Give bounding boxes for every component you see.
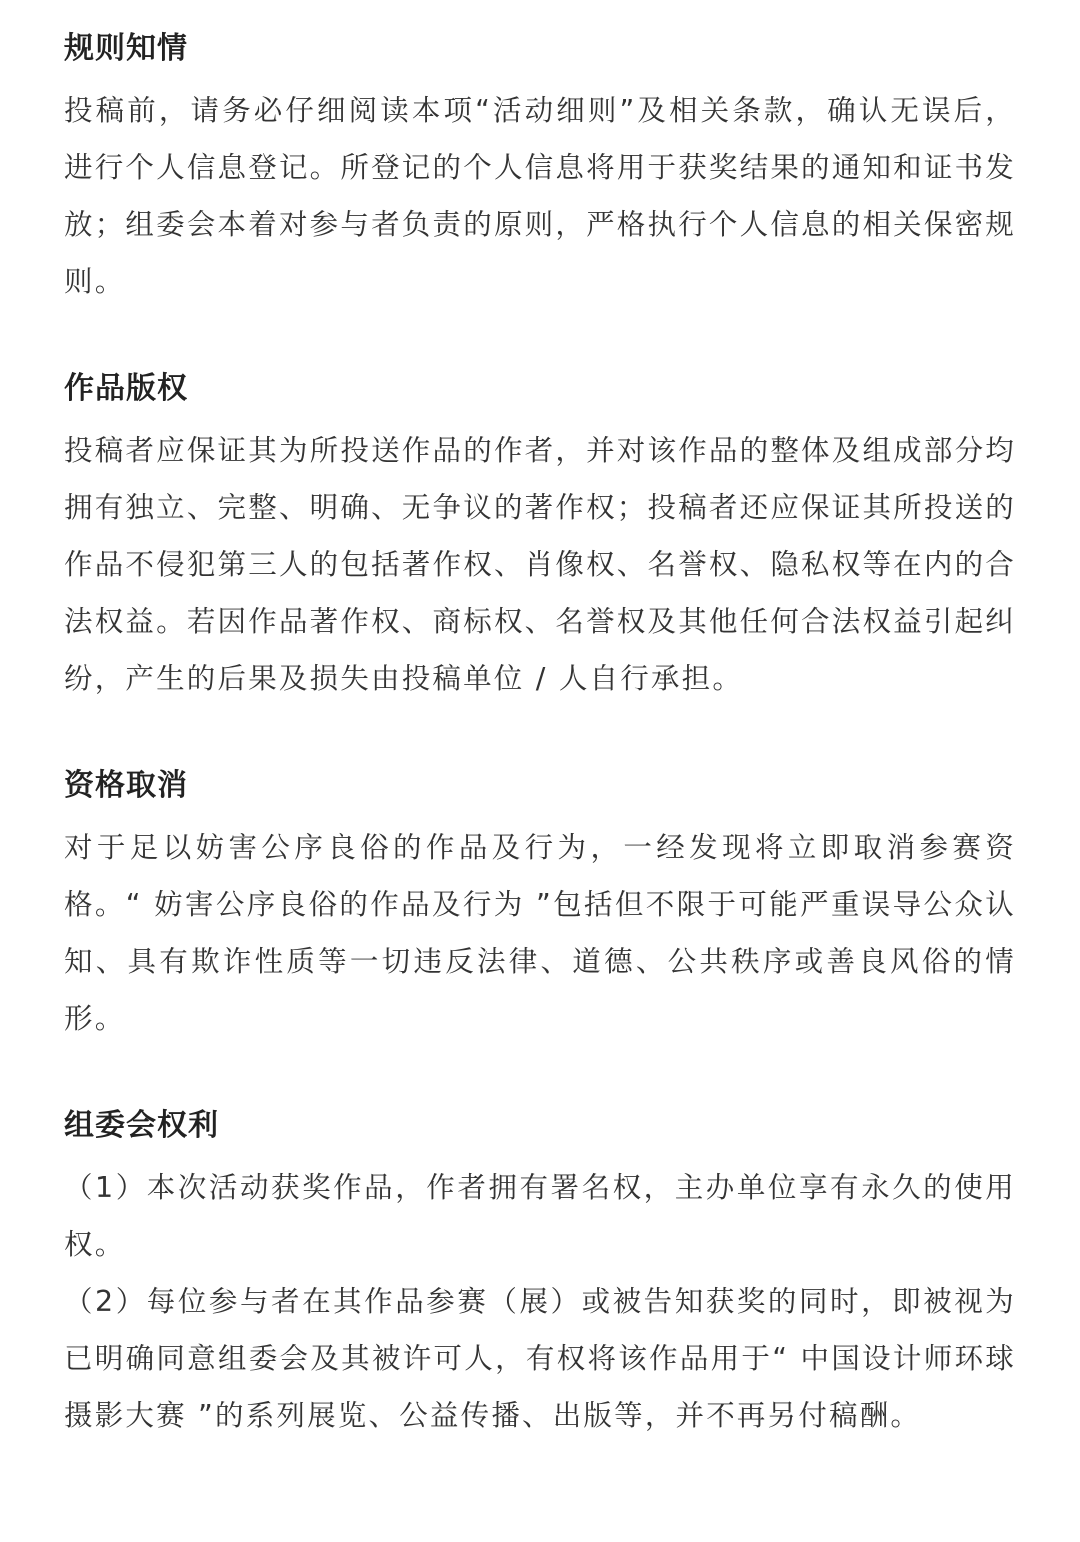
paragraph: 投稿者应保证其为所投送作品的作者，并对该作品的整体及组成部分均拥有独立、完整、明确、无争议的著作权；投稿者还应保证其所投送的作品不侵犯第三人的包括著作权、肖像权、名誉权、隐私权等在内的合法权益。若因作品著作权、商标权、名誉权及其他任何合法权益引起纠纷，产生的后果及损失由投稿单位 / 人自行承担。 [64,434,1016,695]
section-rules-notice [64,26,1016,310]
section-committee-rights [64,1103,1016,1444]
section-body [64,1159,1016,1444]
section-body [64,422,1016,707]
section-copyright [64,366,1016,707]
paragraph: 投稿前，请务必仔细阅读本项“活动细则”及相关条款，确认无误后，进行个人信息登记。所登记的个人信息将用于获奖结果的通知和证书发放；组委会本着对参与者负责的原则，严格执行个人信息的相关保密规则。 [64,94,1016,298]
paragraph-item-2: （2）每位参与者在其作品参赛（展）或被告知获奖的同时，即被视为已明确同意组委会及其被许可人，有权将该作品用于“ 中国设计师环球摄影大赛 ”的系列展览、公益传播、出版等，并不再另付稿酬。 [64,1285,1016,1432]
section-title: 组委会权利 [64,1108,219,1143]
section-disqualification [64,763,1016,1047]
section-title: 资格取消 [64,768,188,803]
section-title: 规则知情 [64,31,188,66]
paragraph-item-1: （1）本次活动获奖作品，作者拥有署名权，主办单位享有永久的使用权。 [64,1171,1016,1261]
section-body [64,82,1016,310]
section-title: 作品版权 [64,371,188,406]
paragraph: 对于足以妨害公序良俗的作品及行为，一经发现将立即取消参赛资格。“ 妨害公序良俗的作品及行为 ”包括但不限于可能严重误导公众认知、具有欺诈性质等一切违反法律、道德、公共秩序或善良风俗的情形。 [64,831,1016,1035]
section-body [64,819,1016,1047]
